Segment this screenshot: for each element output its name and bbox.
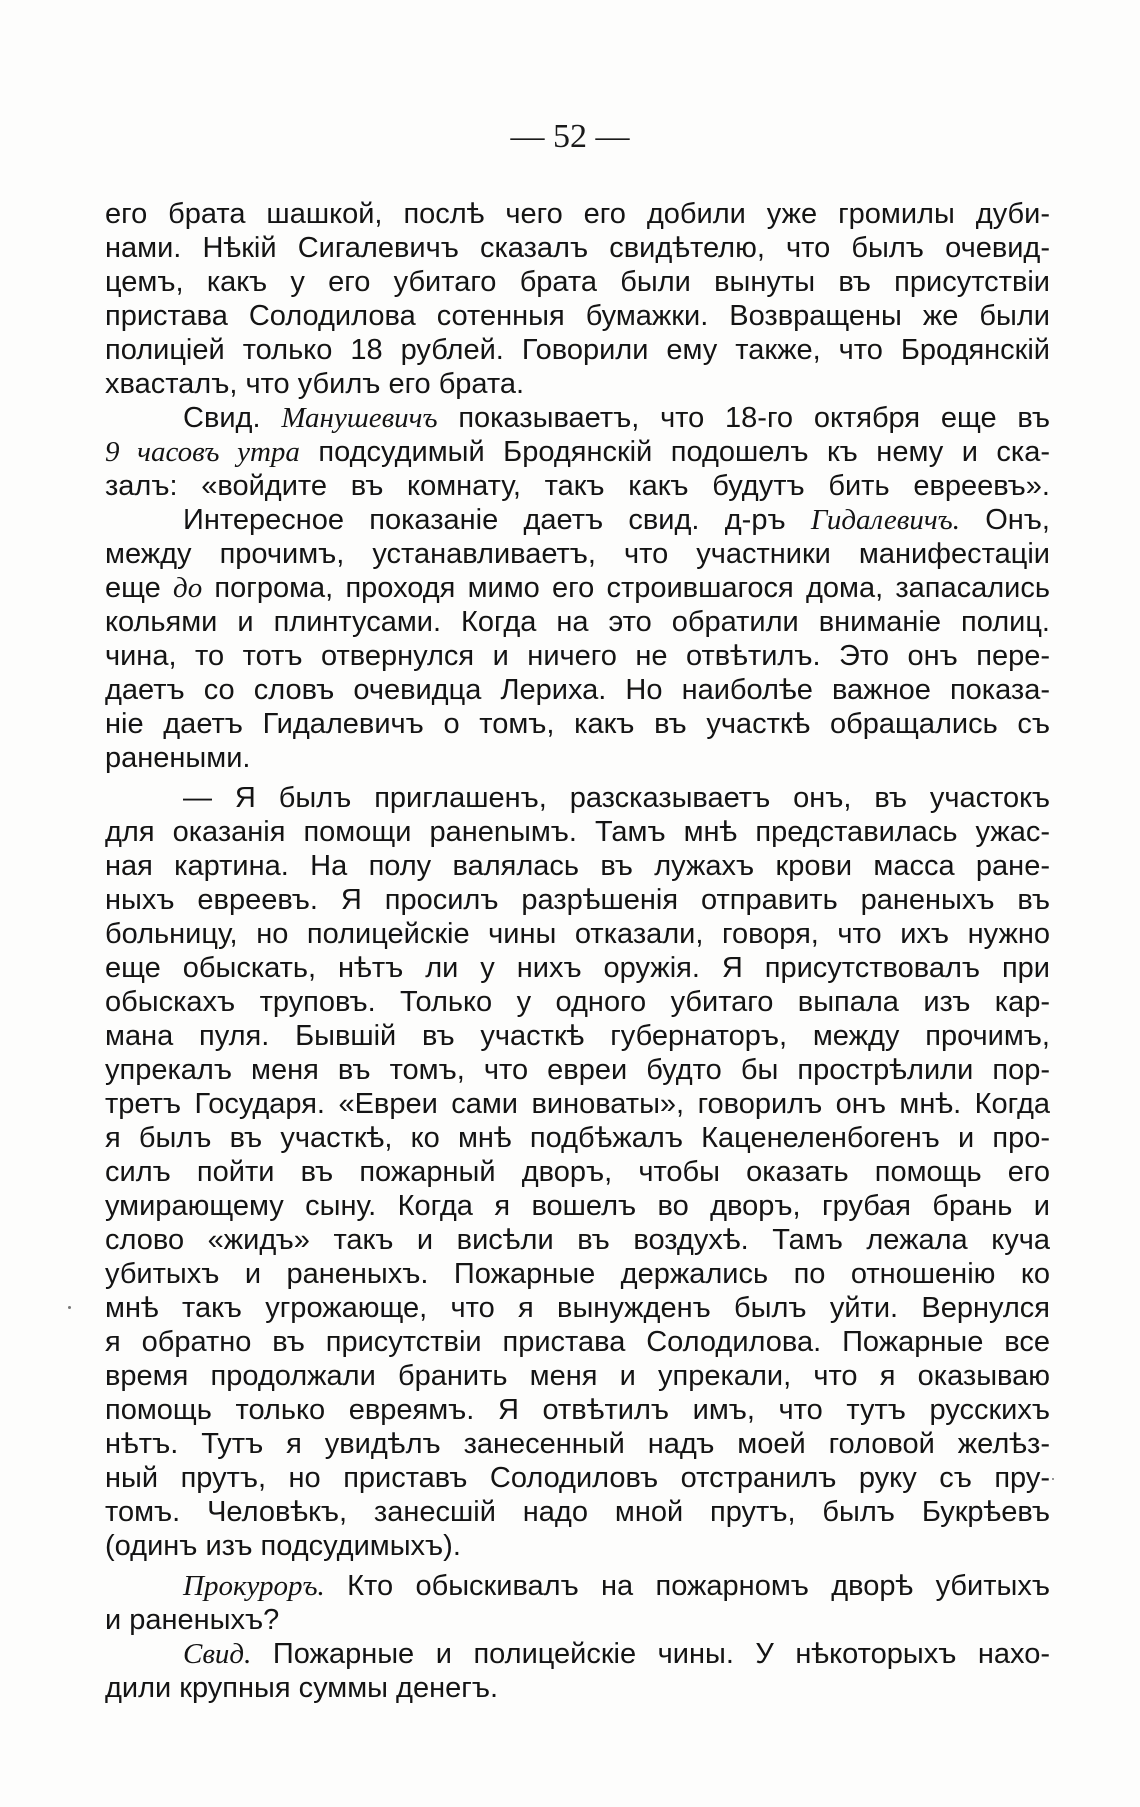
italic-text: Прокуроръ. <box>183 1570 325 1602</box>
text-line <box>105 469 1050 503</box>
text-run: пристава Солодилова сотенныя бумажки. Возвращены же были <box>105 300 1050 332</box>
text-run: — Я былъ приглашенъ, разсказываетъ онъ, въ участокъ <box>183 782 1050 814</box>
text-line <box>105 1359 1050 1393</box>
text-line <box>105 741 1050 775</box>
text-run: упрекалъ меня въ томъ, что евреи будто бы прострѣлили пор- <box>105 1054 1050 1086</box>
text-run: его брата шашкой, послѣ чего его добили уже громилы дуби- <box>105 198 1050 230</box>
text-run: и раненыхъ? <box>105 1604 280 1636</box>
text-line <box>105 849 1050 883</box>
text-run: полиціей только 18 рублей. Говорили ему также, что Бродянскій <box>105 334 1050 366</box>
text-line <box>105 1495 1050 1529</box>
text-run: чина, то тотъ отвернулся и ничего не отвѣтилъ. Это онъ пере- <box>105 640 1050 672</box>
italic-text: 9 часовъ утра <box>105 436 300 468</box>
italic-text: до <box>173 572 203 604</box>
text-line <box>105 1325 1050 1359</box>
text-run: третъ Государя. «Евреи сами виноваты», говорилъ онъ мнѣ. Когда <box>105 1088 1050 1120</box>
scan-speck <box>1052 1478 1054 1480</box>
text-run: ный прутъ, но приставъ Солодиловъ отстранилъ руку съ пру- <box>105 1462 1050 1494</box>
text-line <box>105 815 1050 849</box>
text-run: даетъ со словъ очевидца Лериха. Но наиболѣе важное показа- <box>105 674 1050 706</box>
text-line <box>105 1223 1050 1257</box>
text-run: слово «жидъ» такъ и висѣли въ воздухѣ. Тамъ лежала куча <box>105 1224 1050 1256</box>
text-run: залъ: «войдите въ комнату, такъ какъ будутъ бить евреевъ». <box>105 470 1050 502</box>
text-line <box>105 571 1050 605</box>
text-line <box>105 1427 1050 1461</box>
text-run: время продолжали бранить меня и упрекали, что я оказываю <box>105 1360 1050 1392</box>
italic-text: Манушевичъ <box>281 402 438 434</box>
page-number: — 52 — <box>510 118 630 155</box>
text-line <box>105 673 1050 707</box>
text-run: (одинъ изъ подсудимыхъ). <box>105 1530 461 1562</box>
text-line <box>105 639 1050 673</box>
text-line <box>105 231 1050 265</box>
text-line <box>105 951 1050 985</box>
text-run: нами. Нѣкій Сигалевичъ сказалъ свидѣтелю, что былъ очевид- <box>105 232 1050 264</box>
text-run: подсудимый Бродянскій подошелъ къ нему и ска- <box>299 436 1050 468</box>
text-run: погрома, проходя мимо его строившагося дома, запасались <box>202 572 1050 604</box>
text-run: кольями и плинтусами. Когда на это обратили вниманіе полиц. <box>105 606 1050 638</box>
text-line <box>105 333 1050 367</box>
text-run: Кто обыскивалъ на пожарномъ дворѣ убитыхъ <box>324 1570 1050 1602</box>
text-run: цемъ, какъ у его убитаго брата были вынуты въ присутствіи <box>105 266 1050 298</box>
text-run: томъ. Человѣкъ, занесшій надо мной прутъ, былъ Букрѣевъ <box>105 1496 1050 1528</box>
text-line <box>105 1155 1050 1189</box>
text-run: между прочимъ, устанавливаетъ, что участники манифестаціи <box>105 538 1050 570</box>
text-line <box>105 1053 1050 1087</box>
text-line <box>105 1461 1050 1495</box>
text-line <box>105 265 1050 299</box>
text-line <box>105 707 1050 741</box>
text-line <box>105 1019 1050 1053</box>
body-text <box>105 197 1050 1705</box>
text-line <box>105 1529 1050 1563</box>
text-line <box>105 401 1050 435</box>
text-run: силъ пойти въ пожарный дворъ, чтобы оказать помощь его <box>105 1156 1050 1188</box>
text-run: показываетъ, что 18-го октября еще въ <box>437 402 1050 434</box>
text-line <box>105 299 1050 333</box>
italic-text: Гидалевичъ. <box>810 504 960 536</box>
text-line <box>105 435 1050 469</box>
text-line <box>105 1087 1050 1121</box>
text-run: нѣтъ. Тутъ я увидѣлъ занесенный надъ моей головой желѣз- <box>105 1428 1050 1460</box>
italic-text: Свид. <box>183 1638 252 1670</box>
text-line <box>105 985 1050 1019</box>
text-line <box>105 1569 1050 1603</box>
text-line <box>105 1393 1050 1427</box>
text-run: для оказанія помощи ранenымъ. Тамъ мнѣ представилась ужас- <box>105 816 1050 848</box>
text-run: мана пуля. Бывшій въ участкѣ губернаторъ, между прочимъ, <box>105 1020 1050 1052</box>
text-run: еще <box>105 572 174 604</box>
text-run: помощь только евреямъ. Я отвѣтилъ имъ, что тутъ русскихъ <box>105 1394 1050 1426</box>
text-run: Пожарные и полицейскіе чины. У нѣкоторыхъ нахо- <box>251 1638 1050 1670</box>
text-run: ніе даетъ Гидалевичъ о томъ, какъ въ участкѣ обращались съ <box>105 708 1050 740</box>
scan-speck <box>68 1306 71 1309</box>
text-run: я былъ въ участкѣ, ко мнѣ подбѣжалъ Каценеленбогенъ и про- <box>105 1122 1050 1154</box>
text-line <box>105 1291 1050 1325</box>
text-run: дили крупныя суммы денегъ. <box>105 1672 499 1704</box>
text-line <box>105 1189 1050 1223</box>
text-line <box>105 1671 1050 1705</box>
text-run: Онъ, <box>959 504 1050 536</box>
text-run: мнѣ такъ угрожающе, что я вынужденъ былъ уйти. Вернулся <box>105 1292 1050 1324</box>
text-line <box>105 503 1050 537</box>
text-run: обыскахъ труповъ. Только у одного убитаго выпала изъ кар- <box>105 986 1050 1018</box>
text-line <box>105 1257 1050 1291</box>
text-line <box>105 1637 1050 1671</box>
text-run: еще обыскать, нѣтъ ли у нихъ оружія. Я присутствовалъ при <box>105 952 1050 984</box>
text-line <box>105 1121 1050 1155</box>
text-line <box>105 537 1050 571</box>
text-run: ранеными. <box>105 742 251 774</box>
text-line <box>105 917 1050 951</box>
text-run: убитыхъ и раненыхъ. Пожарные держались по отношенію ко <box>105 1258 1050 1290</box>
text-line <box>105 605 1050 639</box>
text-run: Интересное показаніе даетъ свид. д-ръ <box>183 504 811 536</box>
text-line <box>105 197 1050 231</box>
text-run: хвасталъ, что убилъ его брата. <box>105 368 525 400</box>
text-run: Свид. <box>183 402 282 434</box>
text-line <box>105 367 1050 401</box>
text-line <box>105 781 1050 815</box>
text-line <box>105 1603 1050 1637</box>
text-run: ная картина. На полу валялась въ лужахъ крови масса ране- <box>105 850 1050 882</box>
text-run: умирающему сыну. Когда я вошелъ во дворъ, грубая брань и <box>105 1190 1050 1222</box>
text-run: я обратно въ присутствіи пристава Солодилова. Пожарные все <box>105 1326 1050 1358</box>
text-run: ныхъ евреевъ. Я просилъ разрѣшенія отправить раненыхъ въ <box>105 884 1050 916</box>
text-run: больницу, но полицейскіе чины отказали, говоря, что ихъ нужно <box>105 918 1050 950</box>
text-line <box>105 883 1050 917</box>
